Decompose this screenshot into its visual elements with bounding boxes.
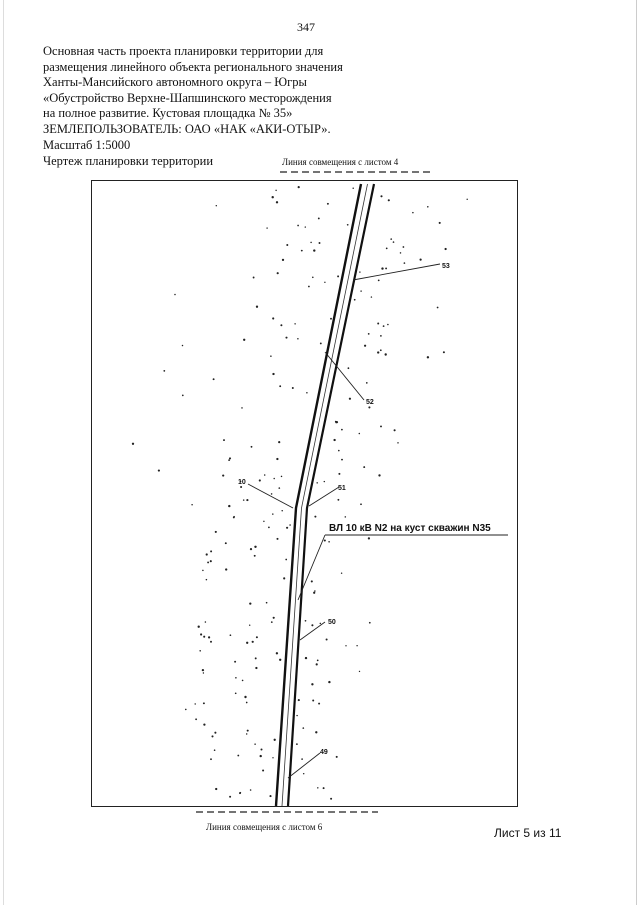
- vegetation-dot: [320, 623, 322, 625]
- vegetation-dot: [385, 267, 387, 269]
- vegetation-dot: [222, 475, 224, 477]
- vegetation-dot: [285, 337, 287, 339]
- vegetation-dot: [368, 333, 370, 335]
- vegetation-dot: [254, 743, 256, 745]
- vegetation-dot: [289, 524, 291, 526]
- vegetation-dot: [311, 624, 313, 626]
- page-number: 347: [297, 20, 315, 34]
- vegetation-dot: [279, 659, 281, 661]
- vegetation-dot: [380, 425, 382, 427]
- vegetation-dot: [298, 186, 300, 188]
- vegetation-dot: [202, 669, 204, 671]
- vegetation-dot: [270, 355, 272, 357]
- point-label-51: 51: [338, 485, 346, 492]
- vegetation-dot: [274, 739, 276, 741]
- vegetation-dot: [242, 680, 244, 682]
- vegetation-dot: [273, 478, 275, 480]
- vegetation-dot: [281, 476, 283, 478]
- vegetation-dot: [230, 634, 232, 636]
- vegetation-dot: [333, 439, 335, 441]
- vegetation-dot: [252, 641, 254, 643]
- vegetation-dot: [301, 758, 303, 760]
- vegetation-dot: [268, 527, 270, 529]
- vegetation-dot: [223, 439, 225, 441]
- vegetation-dot: [214, 732, 216, 734]
- leader-line-label: [298, 535, 325, 600]
- vegetation-dot: [215, 788, 217, 790]
- header-line: ЗЕМЛЕПОЛЬЗОВАТЕЛЬ: ОАО «НАК «АКИ-ОТЫР».: [43, 121, 331, 136]
- vegetation-dot: [246, 642, 248, 644]
- vegetation-dot: [311, 580, 313, 582]
- vegetation-dot: [255, 667, 257, 669]
- vegetation-dot: [254, 555, 256, 557]
- vegetation-dot: [368, 406, 370, 408]
- vegetation-dot: [163, 370, 165, 372]
- vegetation-dot: [207, 561, 209, 563]
- vegetation-dot: [394, 429, 396, 431]
- vegetation-dot: [443, 351, 445, 353]
- vegetation-dot: [202, 570, 204, 572]
- vegetation-dot: [338, 473, 340, 475]
- vegetation-dot: [380, 195, 382, 197]
- vegetation-dot: [185, 709, 187, 711]
- vegetation-dot: [317, 660, 319, 662]
- vegetation-dot: [314, 590, 316, 592]
- vegetation-dot: [208, 636, 210, 638]
- vegetation-dot: [326, 638, 328, 640]
- vegetation-dot: [272, 513, 273, 514]
- vegetation-dot: [276, 538, 278, 540]
- vegetation-dot: [250, 789, 252, 791]
- vegetation-dot: [250, 548, 252, 550]
- vegetation-dot: [306, 392, 308, 394]
- vegetation-dot: [305, 657, 307, 659]
- vegetation-dot: [381, 267, 383, 269]
- vegetation-dot: [386, 248, 388, 250]
- vegetation-dot: [198, 626, 200, 628]
- vegetation-dot: [387, 324, 389, 326]
- vegetation-dot: [276, 652, 278, 654]
- vegetation-dot: [316, 663, 318, 665]
- vegetation-dot: [241, 407, 243, 409]
- match-line-top-label: Линия совмещения с листом 4: [282, 157, 399, 167]
- vegetation-dot: [420, 259, 422, 261]
- vegetation-dot: [246, 733, 247, 734]
- vegetation-dot: [377, 351, 379, 353]
- vegetation-dot: [174, 294, 176, 296]
- vegetation-dot: [132, 443, 134, 445]
- vegetation-dot: [272, 317, 274, 319]
- sheet-number: Лист 5 из 11: [494, 826, 562, 840]
- vegetation-dot: [364, 345, 366, 347]
- vegetation-dot: [380, 335, 382, 337]
- vegetation-dot: [229, 796, 231, 798]
- vegetation-dot: [211, 735, 213, 737]
- vegetation-dot: [328, 681, 330, 683]
- vegetation-dot: [323, 787, 325, 789]
- vegetation-dot: [158, 470, 160, 472]
- vegetation-dot: [213, 378, 215, 380]
- vegetation-dot: [313, 249, 315, 251]
- vegetation-dot: [247, 730, 249, 732]
- vegetation-dot: [269, 795, 271, 797]
- vegetation-dot: [264, 474, 266, 476]
- vegetation-dot: [403, 246, 405, 248]
- vegetation-dot: [191, 504, 192, 505]
- vegetation-dot: [369, 622, 371, 624]
- vegetation-dot: [276, 201, 278, 203]
- vegetation-dot: [210, 758, 212, 760]
- vegetation-dot: [203, 723, 205, 725]
- vegetation-dot: [400, 252, 402, 254]
- vegetation-dot: [397, 442, 398, 443]
- vegetation-dot: [336, 756, 338, 758]
- vegetation-dot: [314, 516, 316, 518]
- vegetation-dot: [235, 677, 237, 679]
- corridor-boundary-right: [288, 184, 374, 806]
- vegetation-dot: [354, 299, 356, 301]
- header-line: на полное развитие. Кустовая площадка № 35»: [43, 106, 293, 121]
- vegetation-dot: [337, 275, 339, 277]
- vegetation-dot: [243, 499, 244, 500]
- vegetation-dot: [360, 290, 361, 291]
- vegetation-dot: [256, 306, 258, 308]
- vegetation-dot: [388, 199, 390, 201]
- vegetation-dot: [215, 531, 217, 533]
- vegetation-dot: [380, 349, 382, 351]
- vegetation-dot: [298, 699, 300, 701]
- vegetation-dot: [317, 787, 318, 788]
- vegetation-dot: [311, 683, 313, 685]
- vegetation-dot: [427, 356, 429, 358]
- vegetation-dot: [349, 398, 351, 400]
- point-label-53: 53: [442, 263, 450, 270]
- match-line-bottom-label: Линия совмещения с листом 6: [206, 822, 323, 832]
- vegetation-dot: [244, 696, 246, 698]
- vegetation-dot: [272, 373, 274, 375]
- vegetation-dot: [280, 324, 282, 326]
- vegetation-dot: [279, 385, 281, 387]
- vegetation-dot: [225, 568, 227, 570]
- vegetation-dot: [249, 624, 250, 625]
- vegetation-dot: [214, 749, 216, 751]
- vegetation-dot: [444, 248, 446, 250]
- vegetation-dot: [266, 227, 267, 228]
- sheet-title: Чертеж планировки территории: [43, 154, 214, 168]
- vegetation-dot: [315, 731, 317, 733]
- vegetation-dot: [297, 225, 299, 227]
- vegetation-dot: [313, 592, 315, 594]
- vegetation-dot: [225, 542, 227, 544]
- header-line: размещения линейного объекта регионального значения: [43, 59, 343, 74]
- vegetation-dot: [310, 242, 312, 244]
- vegetation-dot: [286, 527, 288, 529]
- vegetation-dot: [308, 286, 310, 288]
- vegetation-dot: [319, 242, 321, 244]
- vegetation-dot: [275, 190, 276, 191]
- vegetation-dot: [336, 421, 338, 423]
- vegetation-dot: [266, 602, 268, 604]
- vegetation-dot: [210, 550, 212, 552]
- point-label-50: 50: [328, 619, 336, 626]
- vegetation-dot: [281, 510, 282, 511]
- vegetation-dot: [383, 325, 385, 327]
- vegetation-dot: [271, 493, 273, 495]
- vegetation-dot: [377, 323, 379, 325]
- vegetation-dot: [203, 672, 204, 673]
- vegetation-dot: [341, 429, 343, 431]
- vegetation-dot: [216, 205, 217, 206]
- vegetation-dot: [338, 450, 340, 452]
- vegetation-dot: [352, 188, 353, 189]
- vegetation-dot: [243, 339, 245, 341]
- vegetation-dot: [200, 633, 202, 635]
- vegetation-dot: [363, 466, 365, 468]
- power-line-label: ВЛ 10 кВ N2 на куст скважин N35: [329, 523, 491, 534]
- vegetation-dot: [276, 458, 278, 460]
- vegetation-dot: [206, 579, 208, 581]
- header-line: Масштаб 1:5000: [43, 137, 131, 152]
- point-label-49: 49: [320, 749, 328, 756]
- vegetation-dot: [466, 199, 467, 200]
- vegetation-dot: [328, 541, 330, 543]
- vegetation-dot: [239, 792, 241, 794]
- vegetation-dot: [249, 602, 251, 604]
- vegetation-dot: [330, 798, 332, 800]
- vegetation-dot: [251, 446, 253, 448]
- vegetation-dot: [303, 773, 304, 774]
- vegetation-dot: [260, 748, 262, 750]
- vegetation-dot: [356, 645, 357, 646]
- vegetation-dot: [297, 338, 299, 340]
- vegetation-dot: [253, 277, 255, 279]
- vegetation-dot: [235, 692, 237, 694]
- vegetation-dot: [393, 241, 395, 243]
- vegetation-dot: [324, 282, 325, 283]
- vegetation-dot: [210, 560, 212, 562]
- vegetation-dot: [359, 271, 360, 272]
- vegetation-dot: [210, 641, 212, 643]
- vegetation-dot: [366, 382, 368, 384]
- vegetation-dot: [318, 217, 320, 219]
- vegetation-dot: [260, 755, 262, 757]
- vegetation-dot: [229, 457, 231, 459]
- vegetation-dot: [282, 259, 284, 261]
- vegetation-dot: [182, 395, 184, 397]
- leader-10: [248, 484, 293, 508]
- vegetation-dot: [182, 345, 184, 347]
- vegetation-dot: [278, 487, 280, 489]
- vegetation-dot: [203, 636, 205, 638]
- vegetation-dot: [240, 486, 242, 488]
- vegetation-dot: [292, 387, 294, 389]
- vegetation-dot: [254, 546, 256, 548]
- leader-53: [353, 264, 440, 280]
- vegetation-dot: [203, 702, 205, 704]
- vegetation-dot: [316, 482, 317, 483]
- vegetation-dot: [437, 307, 439, 309]
- vegetation-dot: [277, 272, 279, 274]
- vegetation-dot: [228, 505, 230, 507]
- point-label-10: 10: [238, 479, 246, 486]
- vegetation-dot: [262, 769, 264, 771]
- header-line: Основная часть проекта планировки территории для: [43, 44, 324, 58]
- vegetation-dot: [359, 671, 360, 672]
- vegetation-dot: [273, 617, 275, 619]
- vegetation-dot: [324, 539, 326, 541]
- vegetation-dot: [378, 280, 380, 282]
- vegetation-dot: [234, 661, 236, 663]
- vegetation-dot: [246, 499, 248, 501]
- vegetation-dot: [194, 703, 195, 704]
- vegetation-dot: [199, 650, 201, 652]
- vegetation-dot: [301, 250, 303, 252]
- vegetation-dot: [404, 262, 406, 264]
- vegetation-dot: [368, 537, 370, 539]
- vegetation-dot: [286, 244, 288, 246]
- vegetation-dot: [312, 277, 314, 279]
- vegetation-dot: [330, 318, 332, 320]
- vegetation-dot: [206, 553, 208, 555]
- header-line: «Обустройство Верхне-Шапшинского месторождения: [43, 90, 332, 105]
- vegetation-dot: [359, 433, 361, 435]
- vegetation-dot: [255, 657, 257, 659]
- vegetation-dot: [272, 196, 274, 198]
- vegetation-dot: [233, 516, 235, 518]
- vegetation-dot: [283, 577, 285, 579]
- vegetation-dot: [259, 479, 261, 481]
- vegetation-dot: [296, 743, 298, 745]
- vegetation-dot: [327, 203, 329, 205]
- vegetation-dot: [385, 353, 387, 355]
- vegetation-dot: [228, 459, 230, 461]
- vegetation-dot: [324, 481, 325, 482]
- vegetation-dot: [318, 703, 320, 705]
- vegetation-dot: [412, 212, 414, 214]
- vegetation-dot: [345, 516, 347, 518]
- point-label-52: 52: [366, 399, 374, 406]
- vegetation-dot: [312, 700, 314, 702]
- vegetation-dot: [371, 296, 372, 297]
- vegetation-dot: [205, 621, 207, 623]
- vegetation-dot: [341, 572, 342, 573]
- vegetation-dot: [237, 755, 239, 757]
- vegetation-dot: [285, 559, 287, 561]
- vegetation-dot: [263, 521, 264, 522]
- vegetation-dot: [305, 226, 306, 227]
- vegetation-dot: [302, 727, 304, 729]
- vegetation-dot: [195, 718, 197, 720]
- vegetation-dot: [345, 645, 346, 646]
- vegetation-dot: [341, 459, 343, 461]
- vegetation-dot: [347, 224, 349, 226]
- vegetation-dot: [278, 441, 280, 443]
- leader-51: [309, 487, 339, 506]
- vegetation-dot: [256, 636, 258, 638]
- vegetation-dot: [390, 238, 392, 240]
- vegetation-dot: [427, 206, 429, 208]
- vegetation-dot: [272, 757, 273, 758]
- vegetation-dot: [337, 499, 339, 501]
- vegetation-dot: [294, 323, 295, 324]
- header-line: Ханты-Мансийского автономного округа – Югры: [43, 75, 307, 90]
- vegetation-dot: [296, 715, 297, 716]
- vegetation-dot: [348, 367, 350, 369]
- vegetation-dot: [271, 621, 273, 623]
- vegetation-dot: [320, 342, 322, 344]
- vegetation-dot: [439, 222, 441, 224]
- vegetation-dot: [246, 702, 248, 704]
- vegetation-dot: [360, 503, 362, 505]
- vegetation-dot: [378, 474, 380, 476]
- vegetation-dot: [305, 620, 307, 622]
